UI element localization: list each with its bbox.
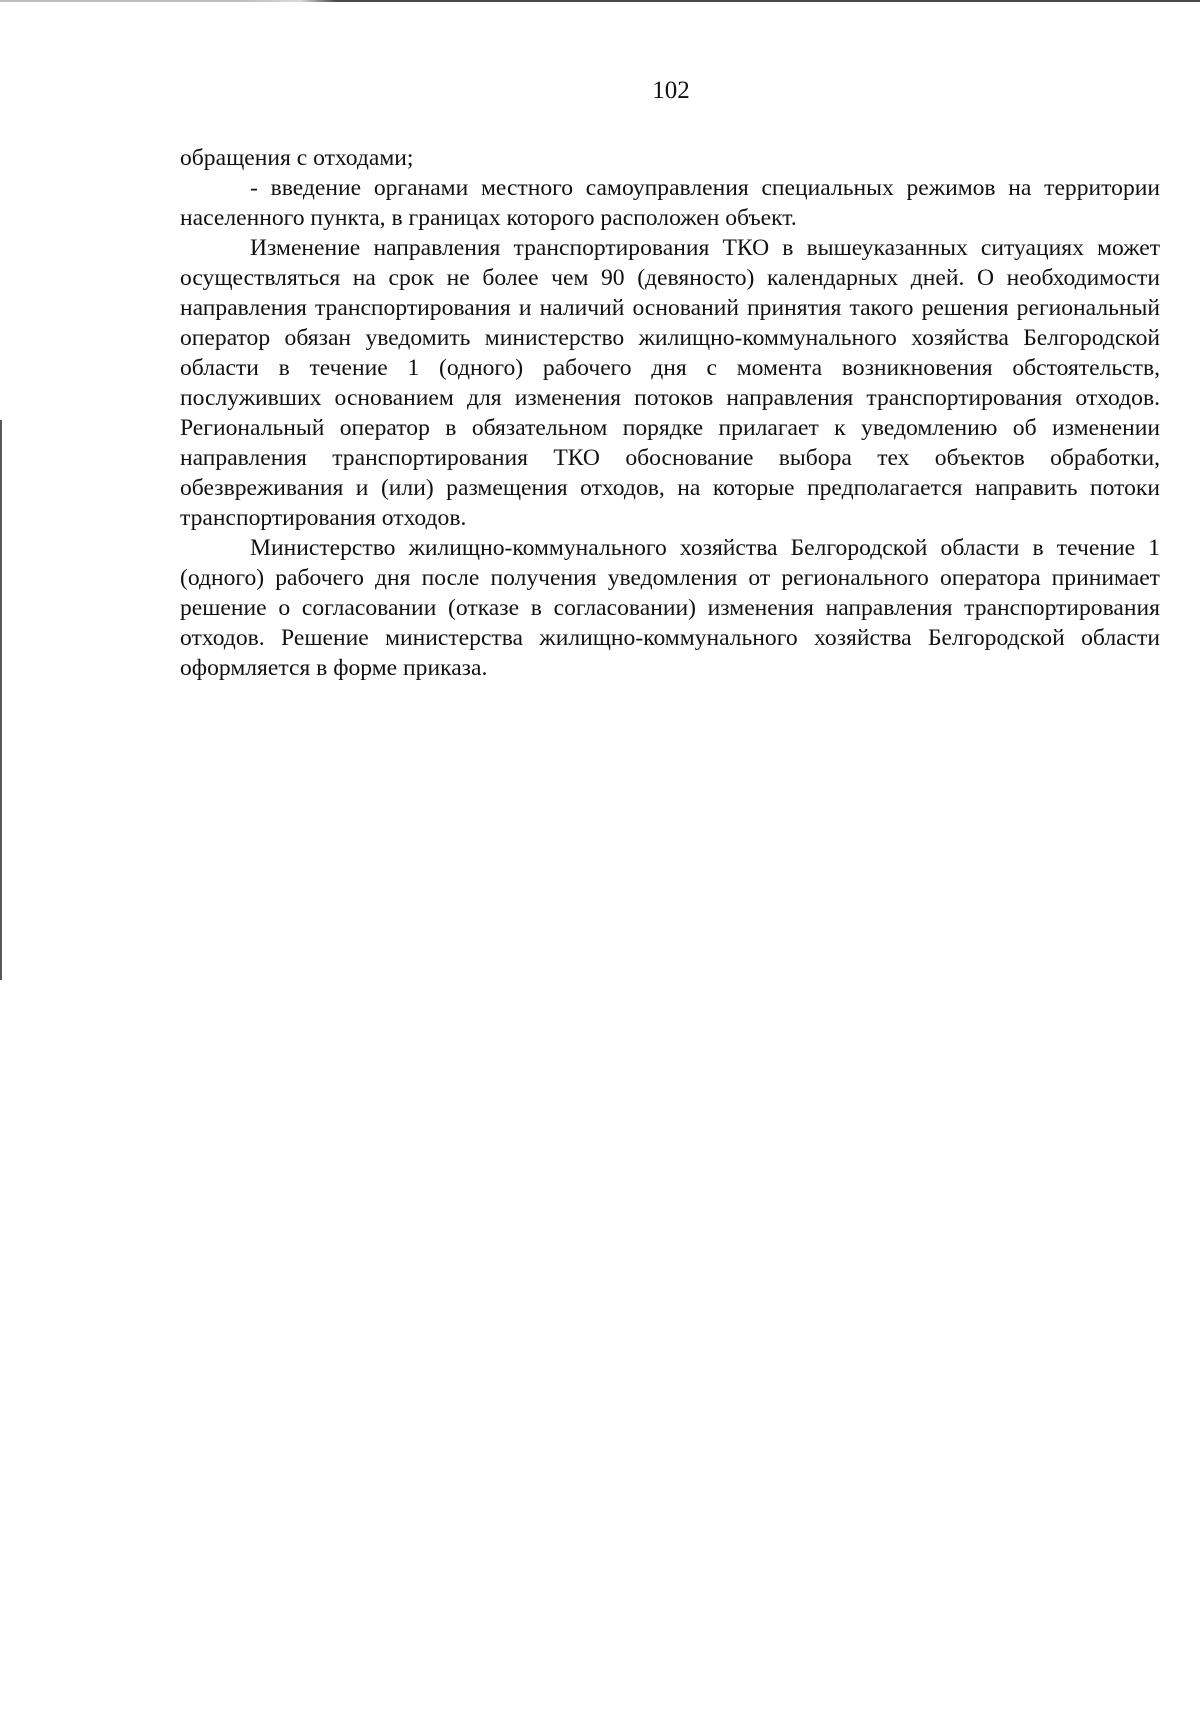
scan-top-edge [0, 0, 1200, 2]
page-number: 102 [652, 77, 690, 104]
scan-left-edge [0, 420, 2, 980]
paragraph-ministry-decision: Министерство жилищно-коммунального хозяйства Белгородской области в течение 1 (одного) рабочего дня после получения уведомления от регионального оператора принимает решение о согласовании (отказе в согласовании) изменения направления транспортирования отходов. Решение министерства жилищно-коммунального хозяйства Белгородской области оформляется в форме приказа. [180, 535, 1160, 681]
document-body [180, 143, 1160, 683]
paragraph-list-item: - введение органами местного самоуправления специальных режимов на территории населенного пункта, в границах которого расположен объект. [180, 175, 1160, 231]
paragraph-redirection-terms: Изменение направления транспортирования ТКО в вышеуказанных ситуациях может осуществляться на срок не более чем 90 (девяносто) календарных дней. О необходимости направления транспортирования и наличий оснований принятия такого решения региональный оператор обязан уведомить министерство жилищно-коммунального хозяйства Белгородской области в течение 1 (одного) рабочего дня с момента возникновения обстоятельств, послуживших основанием для изменения потоков направления транспортирования отходов. Региональный оператор в обязательном порядке прилагает к уведомлению об изменении направления транспортирования ТКО обоснование выбора тех объектов обработки, обезвреживания и (или) размещения отходов, на которые предполагается направить потоки транспортирования отходов. [180, 235, 1160, 531]
paragraph-continuation: обращения с отходами; [180, 145, 414, 171]
